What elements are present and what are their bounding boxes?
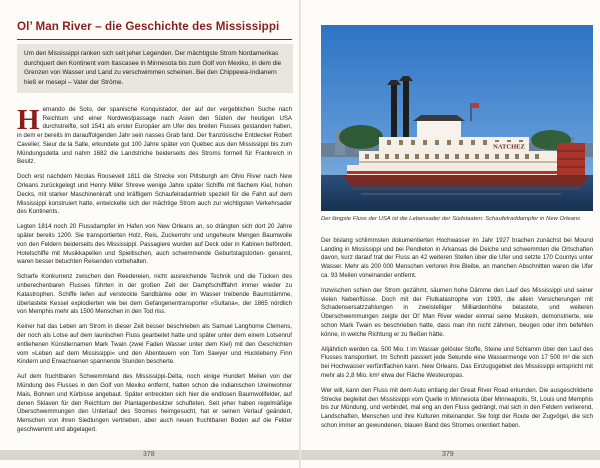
left-page	[0, 0, 299, 468]
intro-box: Um den Mississippi ranken sich seit jeher Legenden. Der mächtigste Strom Nordamerikas durchquert den Kontinent vom Itascasee in Minnesota bis zum Golf von Mexiko, in dem die Grenzen von Wasser und Land zu verschwimmen scheinen. Bei den Chippewa-Indianern hieß er mesepi – Vater der Ströme.	[17, 44, 293, 93]
paragraph-1-text: ernando de Soto, der spanische Konquistador, der auf der vergeblichen Suche nach Reichtum und einer Nordwestpassage nach Asien den Süden der heutigen USA durchstreifte, soll 1541 als erster Europäer am Ufer des breiten Flusses gestanden haben, in dem er bereits im darauffolgenden Jahr sein nasses Grab fand. Der französische Entdecker Robert Cavelier, Sieur de la Salle, erkundete gut 100 Jahre später von Québec aus den Mississippi bis zum Mündungsdelta und nahm 1682 die Landstriche beiderseits des Stroms formell für Frankreich in Besitz.	[17, 106, 292, 166]
paragraph-3: Legten 1814 noch 20 Flussdampfer im Hafen von New Orleans an, so drängten sich dort 20 Jahre später bereits 1200. Sie transportierten Holz, Reis, Zuckerrohr und ungeheure Mengen Baumwolle von den Feldern beiderseits des Mississippi. Passagiere wurden auf Deck oder in Kabinen befördert, Hotelschiffe mit Musikkapellen und Spieltischen, auch schwimmende Geburtstagstorten- genannt, waren besser betuchten Reisenden vorbehalten.	[17, 223, 292, 266]
left-body-text	[17, 106, 292, 441]
boat-name: NATCHEZ	[493, 143, 525, 151]
right-footer-bar	[301, 450, 600, 460]
article-title: Ol’ Man River – die Geschichte des Mississippi	[17, 20, 280, 33]
page-number-left: 378	[143, 451, 155, 458]
paragraph-4: Scharfe Konkurrenz zwischen den Reedereien, nicht ausreichende Technik und die Tücken des unberechenbaren Flusses führten in der großen Zeit der Dampfschifffahrt immer wieder zu Katastrophen. Schiffe liefen auf versteckte Sandbänke oder im Wasser treibende Baumstämme, überlastete Kessel explodierten wie bei dem Gefangenentransporter »Sultana«, der 1865 nördlich von Memphis mehr als 1500 Menschen in den Tod riss.	[17, 273, 292, 316]
paragraph-9: Alljährlich werden ca. 500 Mio. t im Wasser gelöster Stoffe, Steine und Schlamm über den Lauf des Flusses transportiert. Im Schnitt passiert jede Sekunde eine Wassermenge von 17 500 m³ die sich bei Hochwasser verfünffachen kann. New Orleans. Das Einzugsgebiet des Mississippi entspricht mit mehr als 2,8 Mio. km² etwa der Fläche Westeuropas.	[321, 345, 593, 379]
right-page	[301, 0, 600, 468]
paragraph-7: Der bislang schlimmsten dokumentierten Hochwasser im Jahr 1927 brachen zunächst bei Mound Landing in Mississippi und bei Pendleton in Arkansas die Deiche und schwemmten die Ortschaften davon, kurz darauf trat der Fluss an 42 weiteren Stellen über die Ufer und setzte 170 Countys unter Wasser. Mehr als 200 000 Menschen verloren ihre Bleibe, an manchen Abschnitten waren die Ufer ca. 93 Meilen voneinander entfernt.	[321, 237, 593, 279]
steamboat-illustration	[321, 25, 593, 211]
title-rule	[17, 39, 292, 40]
photo-caption: Der längste Fluss der USA ist die Lebensader der Südstaaten: Schaufelraddampfer in New Orleans	[321, 216, 581, 222]
paragraph-10: Wer will, kann den Fluss mit dem Auto entlang der Great River Road erkunden. Die ausgeschilderte Strecke begleitet den Mississippi vom Quelle in Minnesota über Minneapolis, St. Louis und Memphis bis zur Mündung, und verbindet, mal eng an den Fluss gedrängt, mal sich in den Feldern verlierend, Landschaften, Menschen und ihre Kulturen miteinander. Sie folgt der Route der Zugvögel, die sich schon immer an gewundenen, blauen Band des Stromes orientiert haben.	[321, 387, 593, 429]
paragraph-5: Keiner hat das Leben am Strom in dieser Zeit besser beschrieben als Samuel Langhorne Clemens, der noch als Lotse auf dem launischen Fluss gearbeitet hatte und später unter dem einem Lotsenruf entliehenen Künstlernamen Mark Twain (zwei Faden Wasser unter dem Kiel) mit den Geschichten vom »Leben auf dem Mississippi« und den Abenteuern von Tom Sawyer und Huckleberry Finn Kindern und Erwachsenen spannende Stunden bescherte.	[17, 323, 292, 366]
left-footer-bar	[0, 450, 299, 460]
paragraph-2: Doch erst nachdem Nicolas Roosevelt 1811 die Strecke von Pittsburgh am Ohio River nach New Orleans zurückgelegt und Henry Miller Shreve wenige Jahre später Schiffe mit flachem Kiel, hohen Decks, mit starker Maschinenkraft und kräftigem Schaufelradantrieb speziell für die Fahrt auf dem Mississippi konstruiert hatte, entwickelte sich der mächtige Strom auch zur wichtigsten Verkehrsader des Kontinents.	[17, 173, 292, 216]
paragraph-8: Inzwischen schien der Strom gezähmt, säumen hohe Dämme den Lauf des Mississippi und seiner vielen Nebenflüsse. Doch mit der Flutkatastrophe von 1993, die allein Versicherungen mit Schadensersatzzahlungen in zweistelliger Milliardenhöhe belastete, und weiteren Überschwemmungen zeigte der Ol’ Man River wieder einmal seine Muskeln, demonstrierte, wie schon Mark Twain es beschrieben hatte, dass man ihn nicht zähmen, beugen oder ihm befehlen könne, in welche Richtung er zu fließen hätte.	[321, 287, 593, 338]
steamboat-photo	[321, 25, 593, 211]
right-body-text	[321, 237, 593, 437]
paragraph-6: Auf dem fruchtbaren Schwemmland des Mississippi-Delta, noch einige Hundert Meilen von der Mündung des Flusses in den Golf von Mexiko entfernt, hatten schon die indianischen Ureinwohner Mais, Bohnen und Kürbisse angebaut. Später entreckten sich hier die endlosen Baumwollfelder, auf denen Sklaven für den Reichtum der Plantagenbesitzer schufteten. Seit jeher haben regelmäßige Überschwemmungen den Unterlauf des Stromes heimgesucht, hat er seinen Verlauf geändert, Menschen von ihren Siedlungen vertrieben, aber auch neuen fruchtbaren Boden auf die Felder geschwemmt und abgelagert.	[17, 373, 292, 433]
paragraph-1	[17, 106, 292, 167]
page-number-right: 379	[442, 451, 454, 458]
dropcap: H	[17, 104, 40, 136]
